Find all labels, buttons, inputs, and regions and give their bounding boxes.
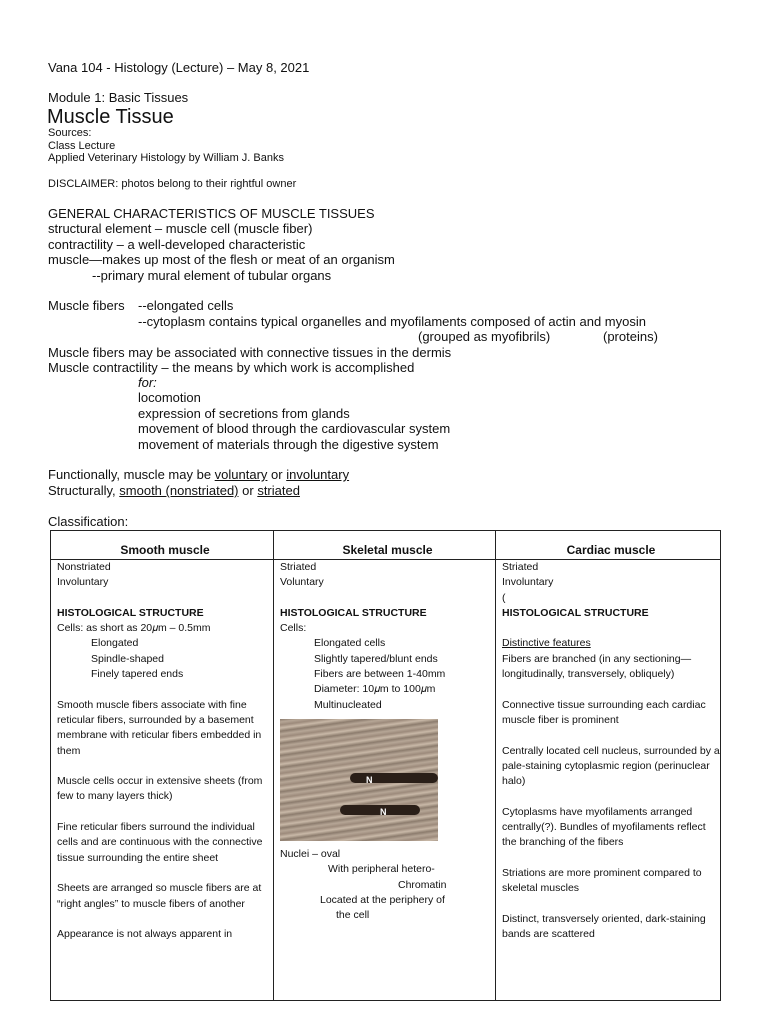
underlined-term: involuntary bbox=[286, 467, 350, 482]
column-header: Skeletal muscle bbox=[274, 531, 496, 560]
text: Elongated cells bbox=[314, 637, 386, 650]
paragraph: Striations are more prominent compared to skeletal muscles bbox=[502, 866, 702, 895]
subheading: HISTOLOGICAL STRUCTURE bbox=[57, 606, 204, 619]
classification-label: Classification: bbox=[48, 514, 129, 529]
paragraph: Fine reticular fibers surround the individual cells and are continuous with the connective tissue surrounding the entire sheet bbox=[57, 821, 263, 864]
body-line: --primary mural element of tubular organs bbox=[92, 268, 332, 283]
structural-line bbox=[48, 483, 300, 498]
text: Functionally, muscle may be bbox=[48, 467, 215, 482]
table-row bbox=[51, 560, 721, 1001]
nucleus-marker bbox=[350, 773, 438, 783]
text: Finely tapered ends bbox=[91, 668, 184, 681]
subheading: Distinctive features bbox=[502, 637, 591, 650]
text: Voluntary bbox=[280, 576, 324, 589]
paragraph: Cytoplasms have myofilaments arranged centrally(?). Bundles of myofilaments reflect the branching of the fibers bbox=[502, 805, 706, 849]
column-header: Cardiac muscle bbox=[496, 531, 721, 560]
text: Cells: bbox=[280, 622, 307, 635]
body-line: --elongated cells bbox=[138, 298, 234, 313]
list-item: expression of secretions from glands bbox=[138, 406, 350, 421]
list-item: movement of blood through the cardiovascular system bbox=[138, 421, 451, 436]
text: or bbox=[238, 483, 258, 498]
text: Involuntary bbox=[57, 576, 109, 589]
subheading: HISTOLOGICAL STRUCTURE bbox=[502, 606, 649, 619]
smooth-muscle-cell bbox=[51, 560, 274, 1001]
text: Nonstriated bbox=[57, 561, 111, 573]
body-line: contractility – a well-developed characteristic bbox=[48, 237, 306, 252]
section-heading: GENERAL CHARACTERISTICS OF MUSCLE TISSUES bbox=[48, 206, 375, 221]
body-line: Muscle contractility – the means by which work is accomplished bbox=[48, 360, 415, 375]
text: With peripheral hetero- bbox=[328, 863, 435, 876]
body-line: structural element – muscle cell (muscle fiber) bbox=[48, 221, 313, 236]
list-item: movement of materials through the digestive system bbox=[138, 437, 439, 452]
text: Multinucleated bbox=[314, 698, 382, 711]
text: Cells: as short as 20𝜇m – 0.5mm bbox=[57, 622, 211, 635]
text: Structurally, bbox=[48, 483, 120, 498]
underlined-term: voluntary bbox=[214, 467, 268, 482]
column-header: Smooth muscle bbox=[51, 531, 274, 560]
paragraph: Distinct, transversely oriented, dark-staining bands are scattered bbox=[502, 912, 706, 941]
paragraph: Fibers are branched (in any sectioning—longitudinally, transversely, obliquely) bbox=[502, 652, 692, 681]
paragraph: Appearance is not always apparent in bbox=[57, 928, 233, 941]
module-line: Module 1: Basic Tissues bbox=[48, 90, 189, 105]
text: Diameter: 10𝜇m to 100𝜇m bbox=[314, 683, 436, 696]
text: Chromatin bbox=[398, 878, 447, 891]
text: Spindle-shaped bbox=[91, 652, 164, 665]
paragraph: Centrally located cell nucleus, surrounded by a pale-staining cytoplasmic region (perinuclear halo) bbox=[502, 744, 720, 788]
paragraph: Smooth muscle fibers associate with fine reticular fibers, surrounded by a basement membrane with reticular fibers embedded in them bbox=[57, 698, 262, 757]
paragraph: Muscle cells occur in extensive sheets (from few to many layers thick) bbox=[57, 775, 263, 803]
nucleus-label: N bbox=[366, 774, 373, 785]
text: Fibers are between 1-40mm bbox=[314, 668, 446, 681]
text: Striated bbox=[502, 561, 539, 573]
cardiac-muscle-cell bbox=[496, 560, 721, 1001]
disclaimer: DISCLAIMER: photos belong to their rightful owner bbox=[48, 178, 297, 190]
body-line: (grouped as myofibrils) bbox=[418, 329, 551, 344]
fibers-label: Muscle fibers bbox=[48, 298, 125, 313]
page-title: Muscle Tissue bbox=[47, 106, 174, 128]
skeletal-muscle-micrograph bbox=[280, 719, 438, 841]
body-line: Muscle fibers may be associated with connective tissues in the dermis bbox=[48, 345, 452, 360]
functional-line bbox=[48, 467, 349, 482]
subheading: HISTOLOGICAL STRUCTURE bbox=[280, 606, 427, 619]
nucleus-label: N bbox=[380, 806, 387, 817]
text: Slightly tapered/blunt ends bbox=[314, 652, 438, 665]
skeletal-muscle-cell bbox=[274, 560, 496, 1001]
paragraph: Sheets are arranged so muscle fibers are at “right angles” to muscle fibers of another bbox=[57, 882, 262, 910]
paragraph: Connective tissue surrounding each cardiac muscle fiber is prominent bbox=[502, 698, 706, 726]
classification-table bbox=[50, 530, 721, 1001]
body-line: --cytoplasm contains typical organelles and myofilaments composed of actin and myosin bbox=[138, 314, 646, 329]
sources-label: Sources: bbox=[48, 127, 92, 139]
list-item: locomotion bbox=[138, 390, 201, 405]
text: or bbox=[267, 467, 287, 482]
text: Striated bbox=[280, 561, 317, 573]
underlined-term: striated bbox=[257, 483, 300, 498]
table-header-row bbox=[51, 531, 721, 560]
body-line: muscle—makes up most of the flesh or meat of an organism bbox=[48, 252, 395, 267]
text: Located at the periphery of bbox=[320, 893, 445, 906]
course-line: Vana 104 - Histology (Lecture) – May 8, 2021 bbox=[48, 60, 310, 75]
source-item: Class Lecture bbox=[48, 140, 116, 152]
for-label: for: bbox=[138, 375, 157, 390]
text: ( bbox=[502, 591, 506, 604]
text: Nuclei – oval bbox=[280, 847, 341, 860]
text: Involuntary bbox=[502, 576, 554, 589]
text: Elongated bbox=[91, 637, 139, 650]
text: the cell bbox=[336, 909, 370, 922]
underlined-term: smooth (nonstriated) bbox=[119, 483, 239, 498]
source-item: Applied Veterinary Histology by William J. Banks bbox=[48, 152, 284, 164]
body-line: (proteins) bbox=[603, 329, 658, 344]
